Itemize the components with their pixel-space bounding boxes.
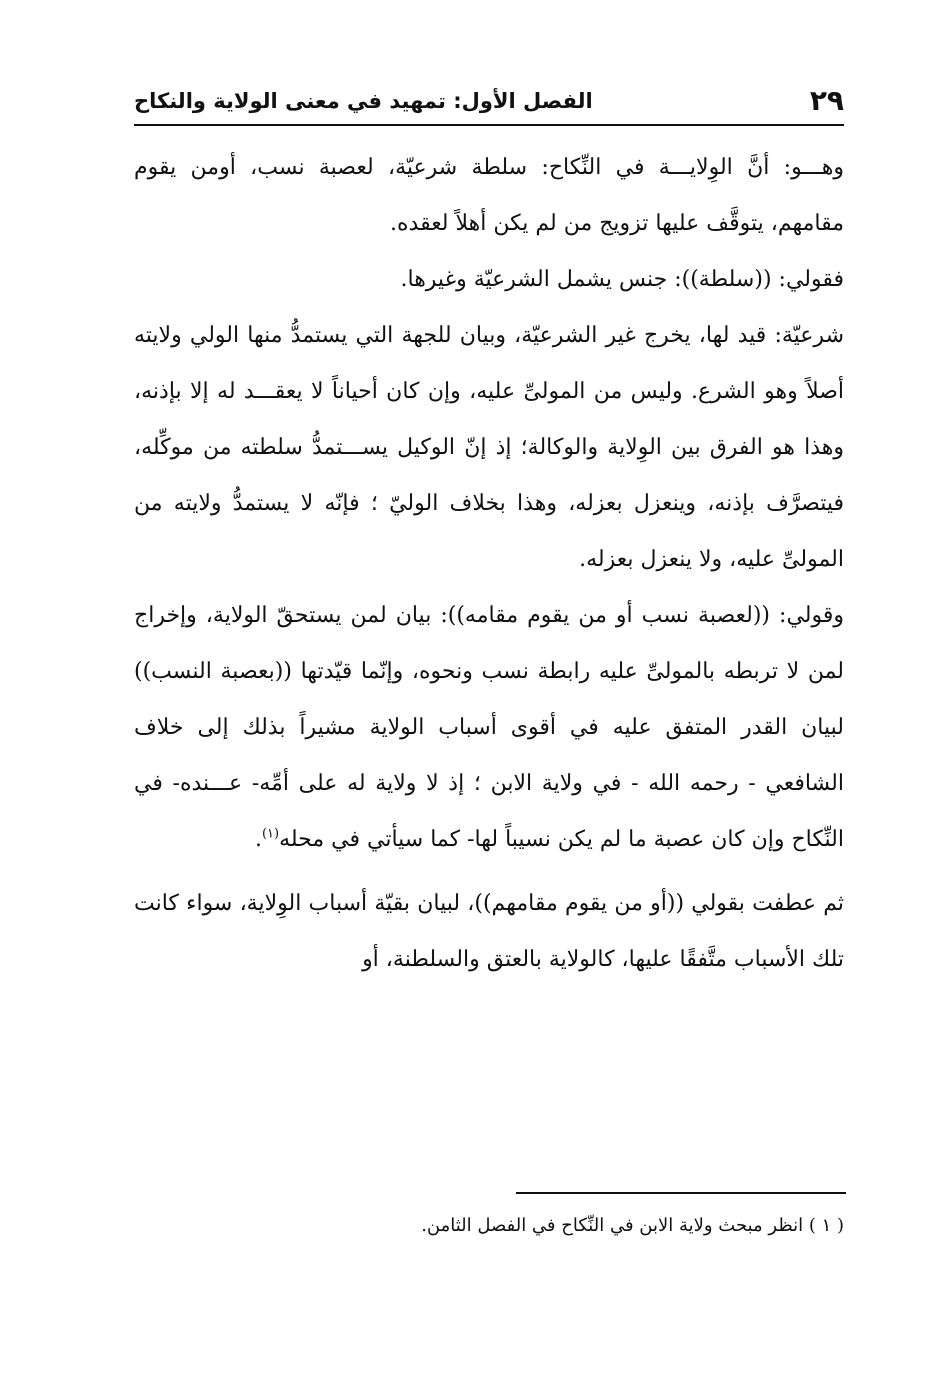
page-number: ٢٩: [809, 84, 844, 117]
page-header: [134, 84, 844, 124]
paragraph-sulta: فقولي: ((سلطة)): جنس يشمل الشرعيّة وغيرها.: [400, 267, 844, 292]
paragraph-shariyya: شرعيّة: قيد لها، يخرج غير الشرعيّة، وبيان للجهة التي يستمدُّ منها الولي ولايته أصلاً وهو الشرع. وليس من المولىِّ عليه، وإن كان أحياناً لا يعقـــد له إلا بإذنه، وهذا هو الفرق بين الوِلاية والوكالة؛ إذ إنّ الوكيل يســـتمدُّ سلطته من موكِّله، فيتصرَّف بإذنه، وينعزل بعزله، وهذا بخلاف الوليّ ؛ فإنّه لا يستمدُّ ولايته من المولىِّ عليه، ولا ينعزل بعزله.: [134, 323, 844, 572]
footnote: ( ١ ) انظر مبحث ولاية الابن في النِّكاح في الفصل الثامن.: [421, 1215, 844, 1236]
paragraph-definition: وهـــو: أنَّ الوِلايـــة في النِّكاح: سلطة شرعيّة، لعصبة نسب، أومن يقوم مقامهم، يتوقَّف عليها تزويج من لم يكن أهلاً لعقده.: [134, 155, 844, 236]
paragraph-asaba: [134, 588, 844, 868]
paragraph-asaba-end: .: [254, 827, 262, 852]
footnote-rule: [516, 1192, 846, 1194]
paragraph-atf: ثم عطفت بقولي ((أو من يقوم مقامهم))، لبيان بقيّة أسباب الوِلاية، سواء كانت تلك الأسباب متَّفقًا عليها، كالولاية بالعتق والسلطنة، أو: [134, 891, 844, 972]
body-text: [134, 140, 844, 988]
header-rule: [134, 124, 844, 126]
running-title: الفصل الأول: تمهيد في معنى الولاية والنكاح: [134, 89, 593, 113]
footnote-reference: (١): [261, 826, 280, 842]
paragraph-asaba-text: وقولي: ((لعصبة نسب أو من يقوم مقامه)): بيان لمن يستحقّ الولاية، وإخراج لمن لا تربطه بالمولىِّ عليه رابطة نسب ونحوه، وإنّما قيّدتها ((بعصبة النسب)) لبيان القدر المتفق عليه في أقوى أسباب الولاية مشيراً بذلك إلى خلاف الشافعي - رحمه الله - في ولاية الابن ؛ إذ لا ولاية له على أمِّه- عـــنده- في النِّكاح وإن كان عصبة ما لم يكن نسيباً لها- كما سيأتي في محله: [134, 603, 844, 852]
